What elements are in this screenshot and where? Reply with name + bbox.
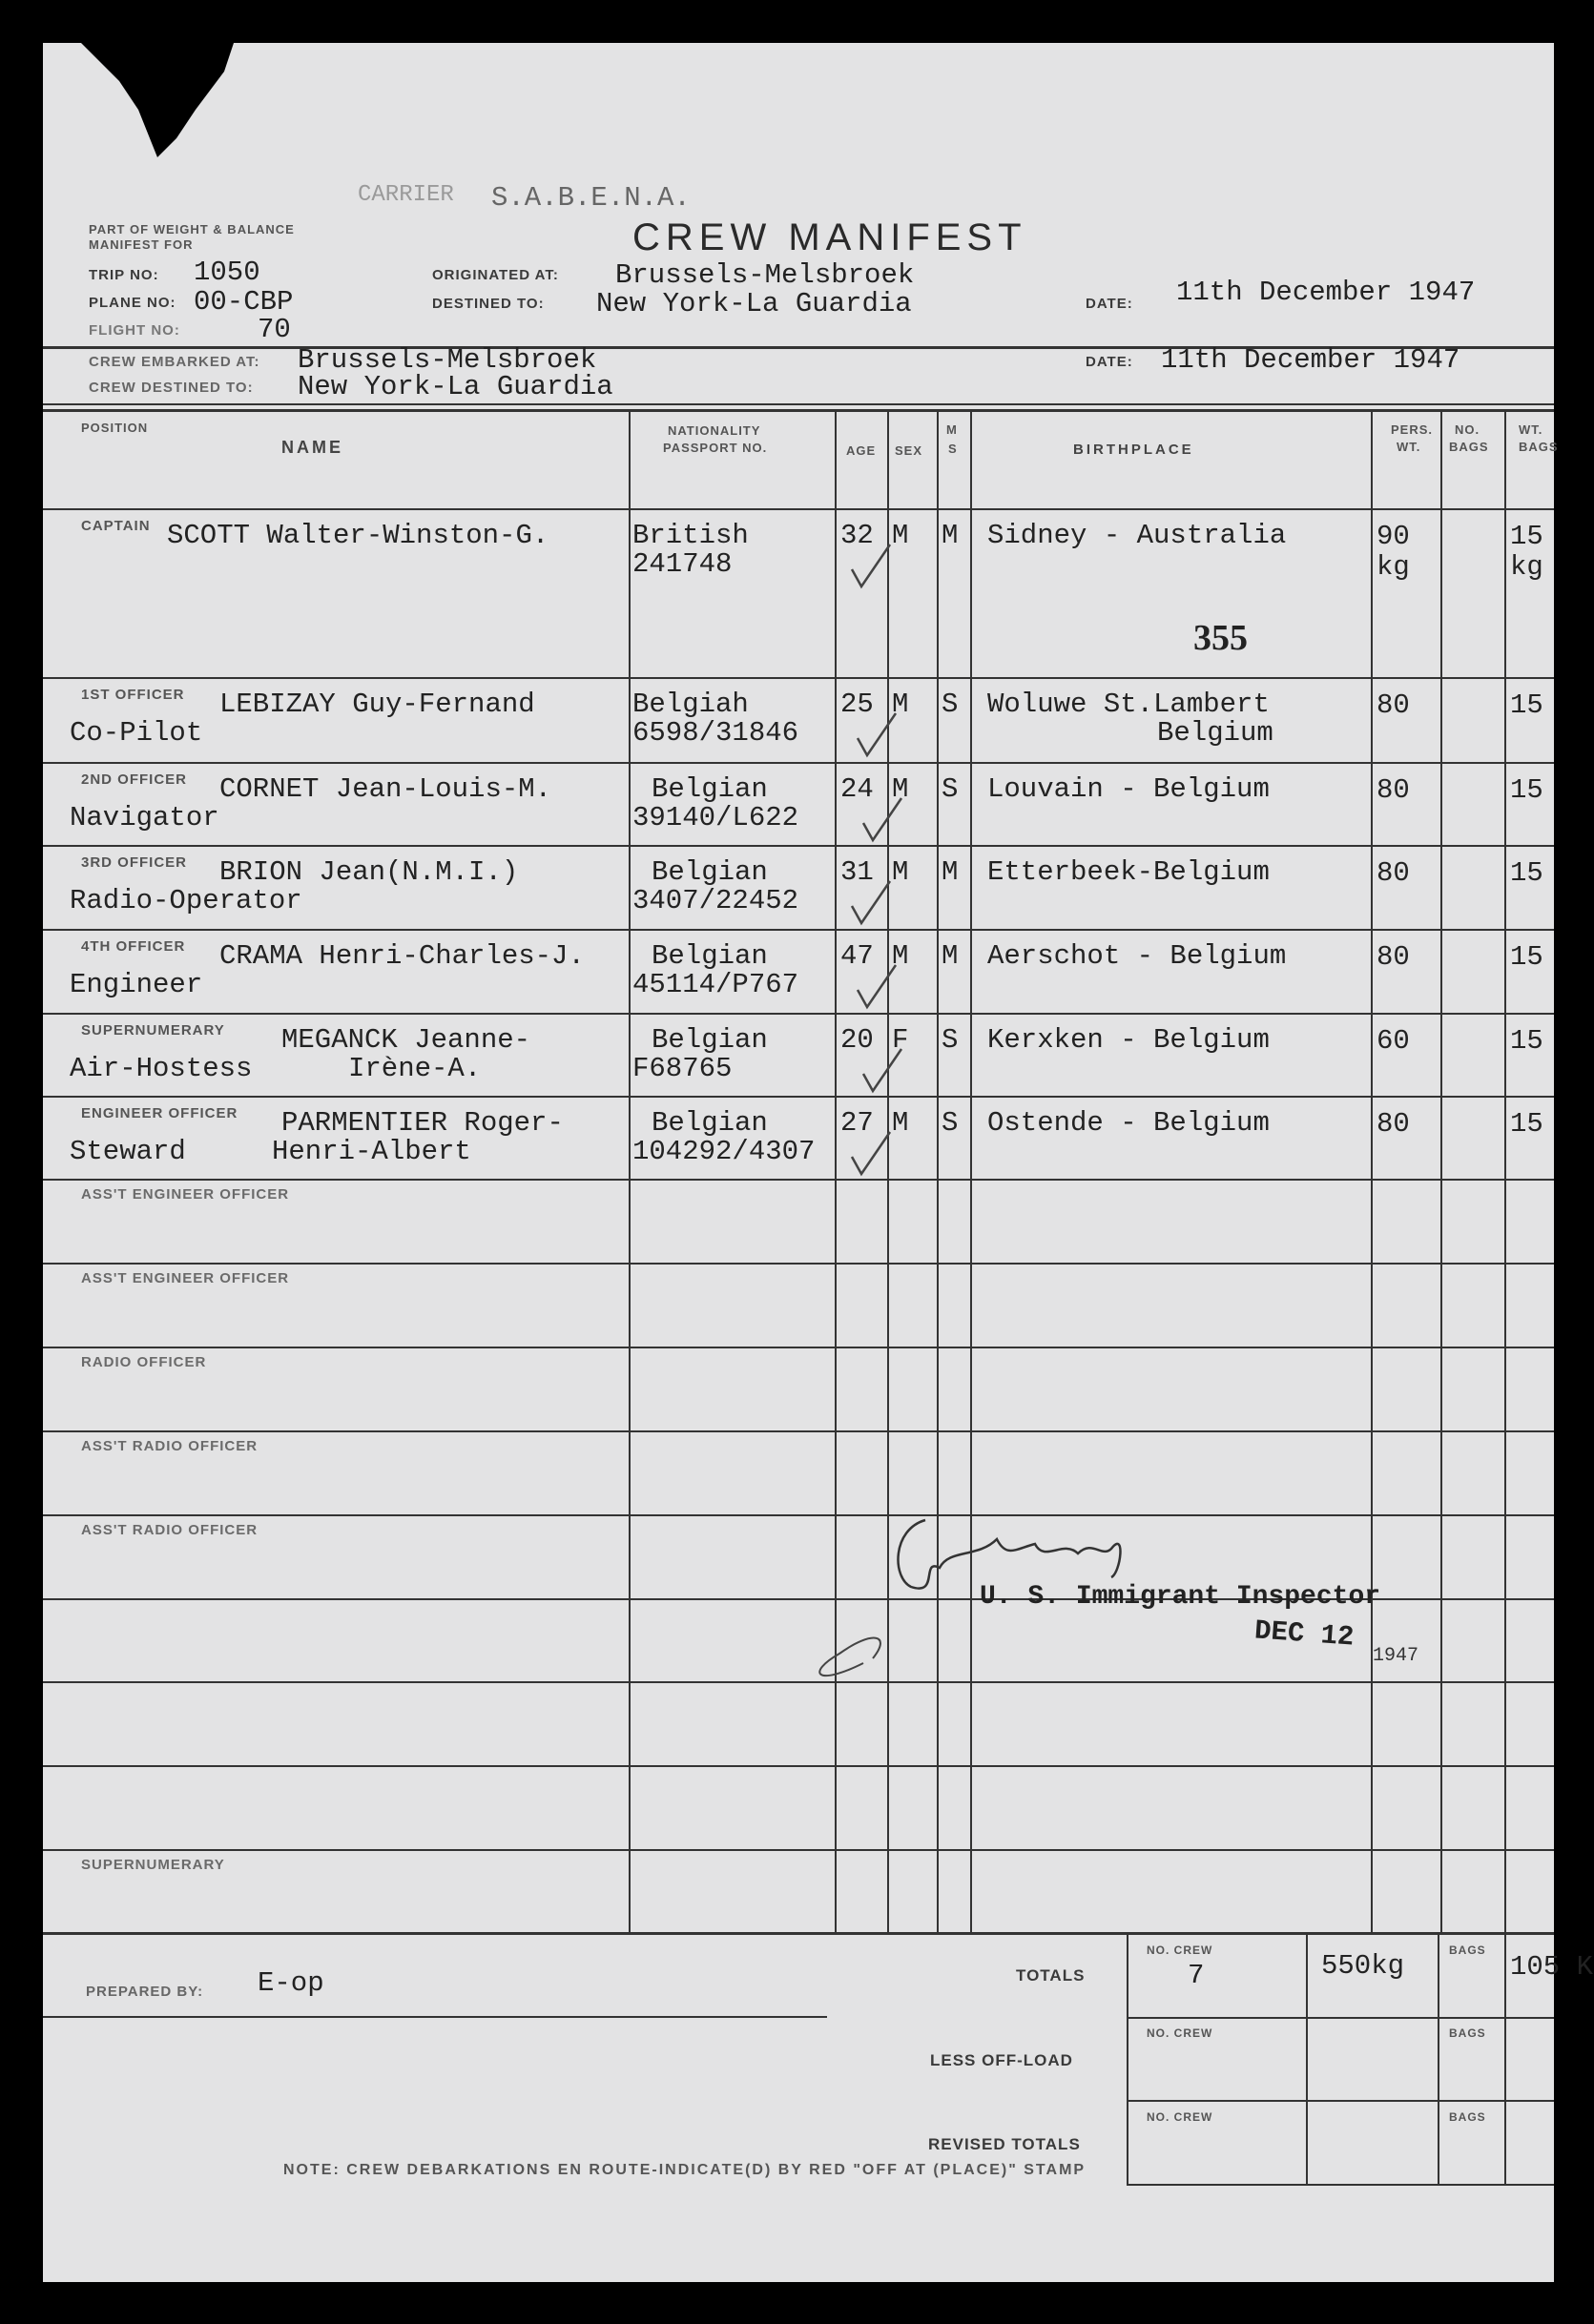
crew-name: BRION Jean(N.M.I.) <box>219 856 519 888</box>
destined-label: DESTINED TO: <box>432 296 545 312</box>
blank-row-position-label: ASS'T RADIO OFFICER <box>81 1437 259 1454</box>
crew-destined-label: CREW DESTINED TO: <box>89 380 254 396</box>
totals-rule-h3 <box>1127 2184 1554 2186</box>
col-rule-name <box>629 409 631 1932</box>
totals-no-crew-label: NO. CREW <box>1147 1944 1213 1957</box>
form-title: CREW MANIFEST <box>632 216 1027 258</box>
crew-weight: 90 kg <box>1377 521 1410 583</box>
crew-birthplace: Kerxken - Belgium <box>987 1024 1270 1056</box>
crew-passport: 39140/L622 <box>632 802 799 833</box>
crew-birthplace: Louvain - Belgium <box>987 773 1270 805</box>
col-bags-2: BAGS <box>1449 440 1489 454</box>
crew-birthplace-line2: Belgium <box>1157 717 1273 749</box>
crew-destined-value: New York-La Guardia <box>298 371 613 402</box>
crew-role: Engineer <box>70 969 203 1000</box>
crew-position-label: 4TH OFFICER <box>81 938 186 955</box>
crew-nationality: Belgiah <box>632 689 749 720</box>
crew-birthplace: Aerschot - Belgium <box>987 940 1287 972</box>
blank-row-rule <box>43 1263 1554 1265</box>
blank-row-rule <box>43 1765 1554 1767</box>
col-ms-2: S <box>948 442 958 456</box>
totals-rule-h2 <box>1127 2100 1554 2102</box>
plane-label: PLANE NO: <box>89 295 176 311</box>
revised-no-crew-label: NO. CREW <box>1147 2110 1213 2124</box>
crew-name-line2: Henri-Albert <box>272 1136 471 1167</box>
crew-weight: 80 <box>1377 1108 1410 1140</box>
crew-date-value: 11th December 1947 <box>1161 344 1460 376</box>
crew-name: LEBIZAY Guy-Fernand <box>219 689 535 720</box>
col-age: AGE <box>846 443 877 458</box>
crew-nationality: Belgian <box>652 856 768 888</box>
crew-bags-weight: 15 kg <box>1510 521 1543 583</box>
destined-value: New York-La Guardia <box>596 288 912 319</box>
crew-passport: 45114/P767 <box>632 969 799 1000</box>
col-birthplace: BIRTHPLACE <box>1073 442 1194 458</box>
originated-label: ORIGINATED AT: <box>432 267 559 283</box>
embarked-label: CREW EMBARKED AT: <box>89 354 260 370</box>
crew-marital: S <box>942 1024 959 1056</box>
col-rule-wt <box>1440 409 1442 1932</box>
totals-rule-4 <box>1504 1935 1506 2186</box>
blank-row-position-label: ASS'T ENGINEER OFFICER <box>81 1269 290 1286</box>
check-mark-icon <box>856 794 913 852</box>
crew-age: 25 <box>840 689 874 720</box>
crew-bags-weight: 15 <box>1510 689 1543 721</box>
crew-age: 32 <box>840 520 874 551</box>
totals-crew-value: 7 <box>1188 1960 1205 1991</box>
crew-date-label: DATE: <box>1086 354 1133 370</box>
row-rule <box>43 929 1554 931</box>
crew-bags-weight: 15 <box>1510 1108 1543 1140</box>
col-ms-1: M <box>946 422 958 437</box>
prepared-value: E-op <box>258 1967 324 1999</box>
check-mark-icon <box>850 961 907 1018</box>
crew-nationality: Belgian <box>652 773 768 805</box>
totals-bags-label: BAGS <box>1449 1944 1486 1957</box>
torn-corner <box>43 43 291 176</box>
crew-sex: M <box>892 1107 909 1139</box>
crew-marital: S <box>942 773 959 805</box>
check-mark-icon <box>856 1045 913 1102</box>
crew-passport: 6598/31846 <box>632 717 799 749</box>
crew-name: SCOTT Walter-Winston-G. <box>167 520 549 551</box>
col-name: NAME <box>281 438 343 457</box>
col-position: POSITION <box>81 421 149 435</box>
footer-top-rule <box>43 1932 1554 1935</box>
crew-marital: S <box>942 1107 959 1139</box>
crew-birthplace: Ostende - Belgium <box>987 1107 1270 1139</box>
crew-role: Navigator <box>70 802 219 833</box>
crew-position-label: SUPERNUMERARY <box>81 1022 225 1039</box>
stamp-year: 1947 <box>1373 1645 1419 1667</box>
totals-rule-3 <box>1438 1935 1439 2186</box>
carrier-label: CARRIER <box>358 182 454 208</box>
crew-passport: 3407/22452 <box>632 885 799 916</box>
blank-row-rule <box>43 1347 1554 1348</box>
revised-totals-label: REVISED TOTALS <box>928 2135 1081 2153</box>
crew-birthplace: Sidney - Australia <box>987 520 1287 551</box>
col-rule-birth <box>1371 409 1373 1932</box>
crew-passport: 241748 <box>632 548 733 580</box>
stamp-date: DEC 12 <box>1252 1614 1356 1654</box>
crew-marital: M <box>942 856 959 888</box>
crew-sex: F <box>892 1024 909 1056</box>
row-rule <box>43 762 1554 764</box>
less-no-crew-label: NO. CREW <box>1147 2026 1213 2040</box>
crew-bags-weight: 15 <box>1510 1025 1543 1057</box>
totals-label: TOTALS <box>1016 1966 1086 1985</box>
crew-weight: 60 <box>1377 1025 1410 1057</box>
col-pers-2: WT. <box>1397 440 1421 454</box>
trip-value: 1050 <box>194 257 260 288</box>
rule-thin <box>43 403 1554 405</box>
crew-sex: M <box>892 940 909 972</box>
date-value: 11th December 1947 <box>1176 277 1476 308</box>
inspector-stamp: U. S. Immigrant Inspector <box>980 1582 1381 1612</box>
crew-birthplace: Etterbeek-Belgium <box>987 856 1270 888</box>
crew-age: 31 <box>840 856 874 888</box>
crew-age: 20 <box>840 1024 874 1056</box>
col-nat-2: PASSPORT NO. <box>663 441 768 455</box>
crew-role: Radio-Operator <box>70 885 302 916</box>
crew-position-label: 3RD OFFICER <box>81 854 188 871</box>
crew-sex: M <box>892 856 909 888</box>
crew-weight: 80 <box>1377 857 1410 889</box>
blank-row-position-label: ASS'T RADIO OFFICER <box>81 1521 259 1538</box>
crew-passport: 104292/4307 <box>632 1136 816 1167</box>
inspector-signature <box>749 1501 1283 1720</box>
stamp-number: 355 <box>1193 618 1248 658</box>
crew-age: 47 <box>840 940 874 972</box>
col-sex: SEX <box>895 443 923 458</box>
crew-age: 24 <box>840 773 874 805</box>
row-rule <box>43 677 1554 679</box>
crew-name: CORNET Jean-Louis-M. <box>219 773 552 805</box>
check-mark-icon <box>844 877 901 935</box>
crew-position-label: ENGINEER OFFICER <box>81 1105 238 1121</box>
totals-weight-value: 550kg <box>1321 1950 1405 1982</box>
crew-passport: F68765 <box>632 1053 733 1084</box>
revised-bags-label: BAGS <box>1449 2110 1486 2124</box>
carrier-value: S.A.B.E.N.A. <box>491 182 691 214</box>
blank-row-rule <box>43 1430 1554 1432</box>
blank-row-position-label: RADIO OFFICER <box>81 1353 207 1370</box>
row-rule <box>43 1096 1554 1098</box>
check-mark-icon <box>844 541 901 598</box>
crew-table <box>43 409 1559 1932</box>
crew-sex: M <box>892 773 909 805</box>
less-offload-label: LESS OFF-LOAD <box>930 2051 1073 2069</box>
row-rule <box>43 1013 1554 1015</box>
crew-nationality: Belgian <box>652 1024 768 1056</box>
crew-marital: M <box>942 520 959 551</box>
crew-position-label: 2ND OFFICER <box>81 771 188 788</box>
col-bags-1: NO. <box>1455 422 1480 437</box>
col-rule-bags <box>1504 409 1506 1932</box>
totals-bags-value: 105 K <box>1510 1951 1594 1983</box>
crew-name-line2: Irène-A. <box>348 1053 482 1084</box>
crew-weight: 80 <box>1377 774 1410 806</box>
prepared-underline <box>43 2016 827 2018</box>
crew-position-label: CAPTAIN <box>81 518 151 534</box>
plane-value: 00-CBP <box>194 286 294 318</box>
blank-row-position-label: SUPERNUMERARY <box>81 1857 225 1874</box>
footer-note: NOTE: CREW DEBARKATIONS EN ROUTE-INDICATE(D) BY RED "OFF AT (PLACE)" STAMP <box>283 2162 1087 2178</box>
blank-row-rule <box>43 1849 1554 1851</box>
crew-nationality: Belgian <box>652 940 768 972</box>
crew-age: 27 <box>840 1107 874 1139</box>
col-pers-1: PERS. <box>1391 422 1434 437</box>
blank-row-position-label: ASS'T ENGINEER OFFICER <box>81 1186 290 1203</box>
row-rule <box>43 1179 1554 1181</box>
crew-name: PARMENTIER Roger- <box>281 1107 564 1139</box>
crew-nationality: Belgian <box>652 1107 768 1139</box>
crew-birthplace: Woluwe St.Lambert <box>987 689 1270 720</box>
crew-weight: 80 <box>1377 689 1410 721</box>
flight-value: 70 <box>258 314 291 345</box>
crew-nationality: British <box>632 520 749 551</box>
less-bags-label: BAGS <box>1449 2026 1486 2040</box>
totals-rule-1 <box>1127 1935 1128 2186</box>
crew-marital: M <box>942 940 959 972</box>
col-wtbags-2: BAGS <box>1519 440 1559 454</box>
crew-role: Co-Pilot <box>70 717 203 749</box>
crew-bags-weight: 15 <box>1510 941 1543 973</box>
crew-position-label: 1ST OFFICER <box>81 687 185 703</box>
col-nat-1: NATIONALITY <box>668 423 761 438</box>
part-of-label-2: MANIFEST FOR <box>89 237 194 252</box>
totals-rule-2 <box>1306 1935 1308 2186</box>
manifest-sheet <box>43 43 1594 2282</box>
check-mark-icon <box>850 710 907 767</box>
crew-name: MEGANCK Jeanne- <box>281 1024 531 1056</box>
header-bottom-rule <box>43 508 1554 510</box>
crew-sex: M <box>892 689 909 720</box>
crew-weight: 80 <box>1377 941 1410 973</box>
date-label: DATE: <box>1086 296 1133 312</box>
col-wtbags-1: WT. <box>1519 422 1543 437</box>
crew-sex: M <box>892 520 909 551</box>
crew-role: Air-Hostess <box>70 1053 253 1084</box>
crew-name: CRAMA Henri-Charles-J. <box>219 940 585 972</box>
row-rule <box>43 845 1554 847</box>
originated-value: Brussels-Melsbroek <box>615 259 915 291</box>
check-mark-icon <box>844 1128 901 1185</box>
crew-marital: S <box>942 689 959 720</box>
part-of-label-1: PART OF WEIGHT & BALANCE <box>89 222 295 237</box>
crew-role: Steward <box>70 1136 186 1167</box>
totals-rule-h1 <box>1127 2017 1554 2019</box>
prepared-label: PREPARED BY: <box>86 1984 204 2000</box>
trip-label: TRIP NO: <box>89 267 159 283</box>
embarked-value: Brussels-Melsbroek <box>298 344 597 376</box>
flight-label: FLIGHT NO: <box>89 322 180 339</box>
crew-bags-weight: 15 <box>1510 774 1543 806</box>
crew-bags-weight: 15 <box>1510 857 1543 889</box>
